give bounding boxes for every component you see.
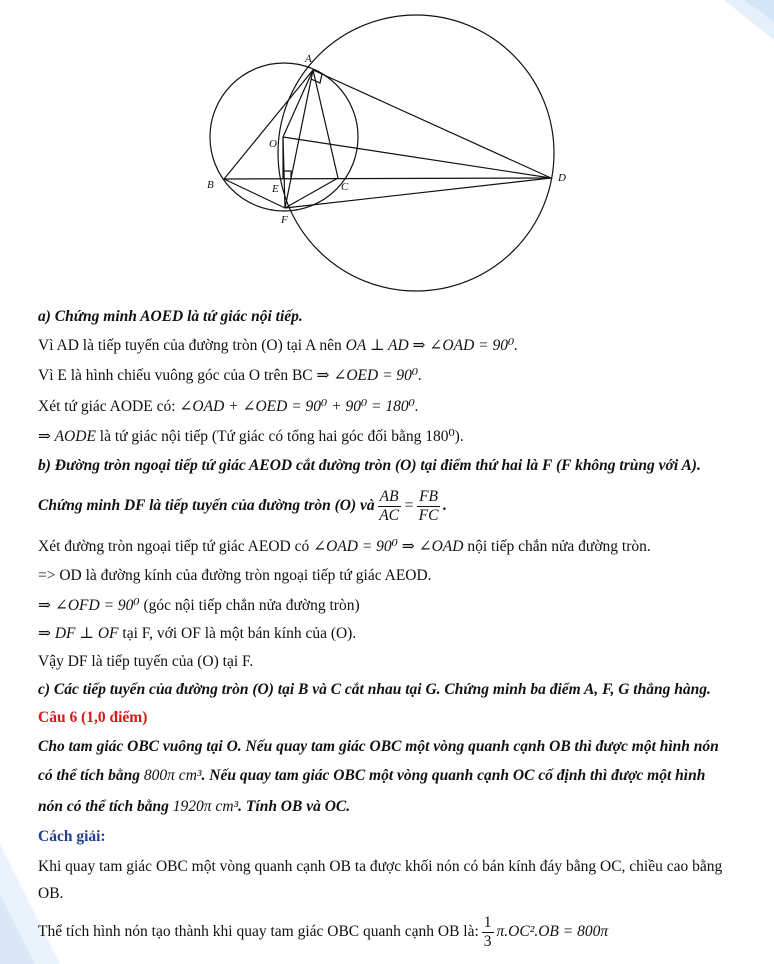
part-a-line-2-text: Vì E là hình chiếu vuông góc của O trên BC	[38, 367, 313, 384]
question-6-heading: Câu 6 (1,0 điểm)	[38, 709, 148, 726]
part-a-line-1-text: Vì AD là tiếp tuyến của đường tròn (O) tại A nên	[38, 337, 342, 354]
part-b-prove-text: Chứng minh DF là tiếp tuyến của đường tròn (O) và	[38, 497, 375, 514]
part-b-line-3-math: ⇒ ∠OFD = 90⁰	[38, 597, 140, 614]
equals-sign: =	[403, 497, 415, 514]
part-a-title: a) Chứng minh AOED là tứ giác nội tiếp.	[38, 308, 303, 325]
part-b-line-2: => OD là đường kính của đường tròn ngoại tiếp tứ giác AEOD.	[38, 567, 432, 584]
question-6-para-2	[38, 766, 705, 786]
label-o: O	[269, 138, 277, 150]
part-a-line-4-text: là tứ giác nội tiếp (Tứ giác có tổng hai góc đối bằng 180⁰).	[99, 428, 464, 445]
part-b-line-3-text: (góc nội tiếp chắn nửa đường tròn)	[143, 597, 360, 614]
part-b-line-1	[38, 537, 651, 557]
segment-ab	[224, 70, 313, 179]
solution-line-2: OB.	[38, 885, 64, 902]
label-c: C	[341, 181, 349, 193]
part-a-line-2-math: ⇒ ∠OED = 90⁰.	[316, 367, 423, 384]
fraction-ab-ac	[378, 488, 401, 525]
circle-aeod	[278, 15, 554, 291]
volume-oc: 1920π cm³	[172, 798, 239, 815]
part-b-line-1-text: Xét đường tròn ngoại tiếp tứ giác AEOD có	[38, 538, 310, 555]
part-a-line-3-text: Xét tứ giác AODE có:	[38, 398, 176, 415]
segment-od	[283, 137, 551, 178]
fraction-fb-fc-num: FB	[419, 487, 438, 505]
part-b-line-1-math: ∠OAD = 90⁰ ⇒ ∠OAD	[313, 538, 464, 555]
part-b-line-1-tail: nội tiếp chắn nửa đường tròn.	[467, 538, 651, 555]
part-b-line-5: Vậy DF là tiếp tuyến của (O) tại F.	[38, 653, 254, 670]
question-6-para-3-pre: nón có thể tích bằng	[38, 798, 169, 815]
part-c-title: c) Các tiếp tuyến của đường tròn (O) tại B và C cắt nhau tại G. Chứng minh ba điểm A, F, G thẳng hàng.	[38, 681, 711, 698]
solution-line-3-text: Thể tích hình nón tạo thành khi quay tam giác OBC quanh cạnh OB là:	[38, 923, 479, 940]
solution-line-3-math: π.OC².OB = 800π	[496, 923, 609, 940]
label-d: D	[558, 172, 566, 184]
part-a-line-1-math: OA ⊥ AD ⇒ ∠OAD = 90⁰.	[345, 337, 519, 354]
label-b: B	[207, 179, 214, 191]
geometry-figure	[0, 0, 774, 300]
part-a-line-3-math: ∠OAD + ∠OED = 90⁰ + 90⁰ = 180⁰.	[179, 398, 419, 415]
part-b-line-4-text: tại F, với OF là một bán kính của (O).	[122, 625, 357, 642]
fraction-ab-ac-den: AC	[379, 506, 400, 524]
part-a-line-4	[38, 427, 464, 447]
part-a-line-3	[38, 397, 419, 417]
question-6-para-1: Cho tam giác OBC vuông tại O. Nếu quay tam giác OBC một vòng quanh cạnh OB thì được một hình nón	[38, 738, 719, 755]
fraction-one-third-den: 3	[483, 932, 492, 950]
fraction-one-third-num: 1	[483, 913, 492, 931]
part-b-line-3	[38, 596, 360, 616]
fraction-ab-ac-num: AB	[379, 487, 399, 505]
part-a-line-1	[38, 336, 518, 356]
question-6-para-2-pre: có thể tích bằng	[38, 767, 141, 784]
fraction-fb-fc	[417, 488, 440, 525]
solution-line-3	[38, 913, 608, 951]
solution-label: Cách giải:	[38, 828, 106, 845]
label-a: A	[305, 53, 312, 65]
part-b-title: b) Đường tròn ngoại tiếp tứ giác AEOD cắt đường tròn (O) tại điểm thứ hai là F (F không trùng với A).	[38, 457, 701, 474]
part-b-prove-line	[38, 487, 447, 525]
right-angle-a	[311, 74, 322, 83]
solution-line-1: Khi quay tam giác OBC một vòng quanh cạnh OB ta được khối nón có bán kính đáy bằng OC, chiều cao bằng	[38, 858, 723, 875]
segment-ad	[313, 70, 551, 178]
label-e: E	[272, 183, 279, 195]
question-6-para-3	[38, 797, 350, 817]
label-f: F	[281, 214, 288, 226]
question-6-para-3-post: . Tính OB và OC.	[238, 798, 351, 815]
segment-df	[285, 178, 551, 208]
volume-ob: 800π cm³	[143, 767, 202, 784]
question-6-para-2-post: . Nếu quay tam giác OBC một vòng quanh cạnh OC cố định thì được một hình	[201, 767, 706, 784]
segment-ac	[313, 70, 338, 178]
part-b-line-4	[38, 624, 356, 644]
part-b-line-4-math: ⇒ DF ⊥ OF	[38, 625, 119, 642]
part-a-line-4-math: ⇒ AODE	[38, 428, 96, 445]
segment-bd	[224, 178, 551, 179]
part-a-line-2	[38, 366, 422, 386]
fraction-one-third	[482, 914, 494, 951]
fraction-fb-fc-den: FC	[418, 506, 439, 524]
end-dot: .	[443, 497, 447, 514]
